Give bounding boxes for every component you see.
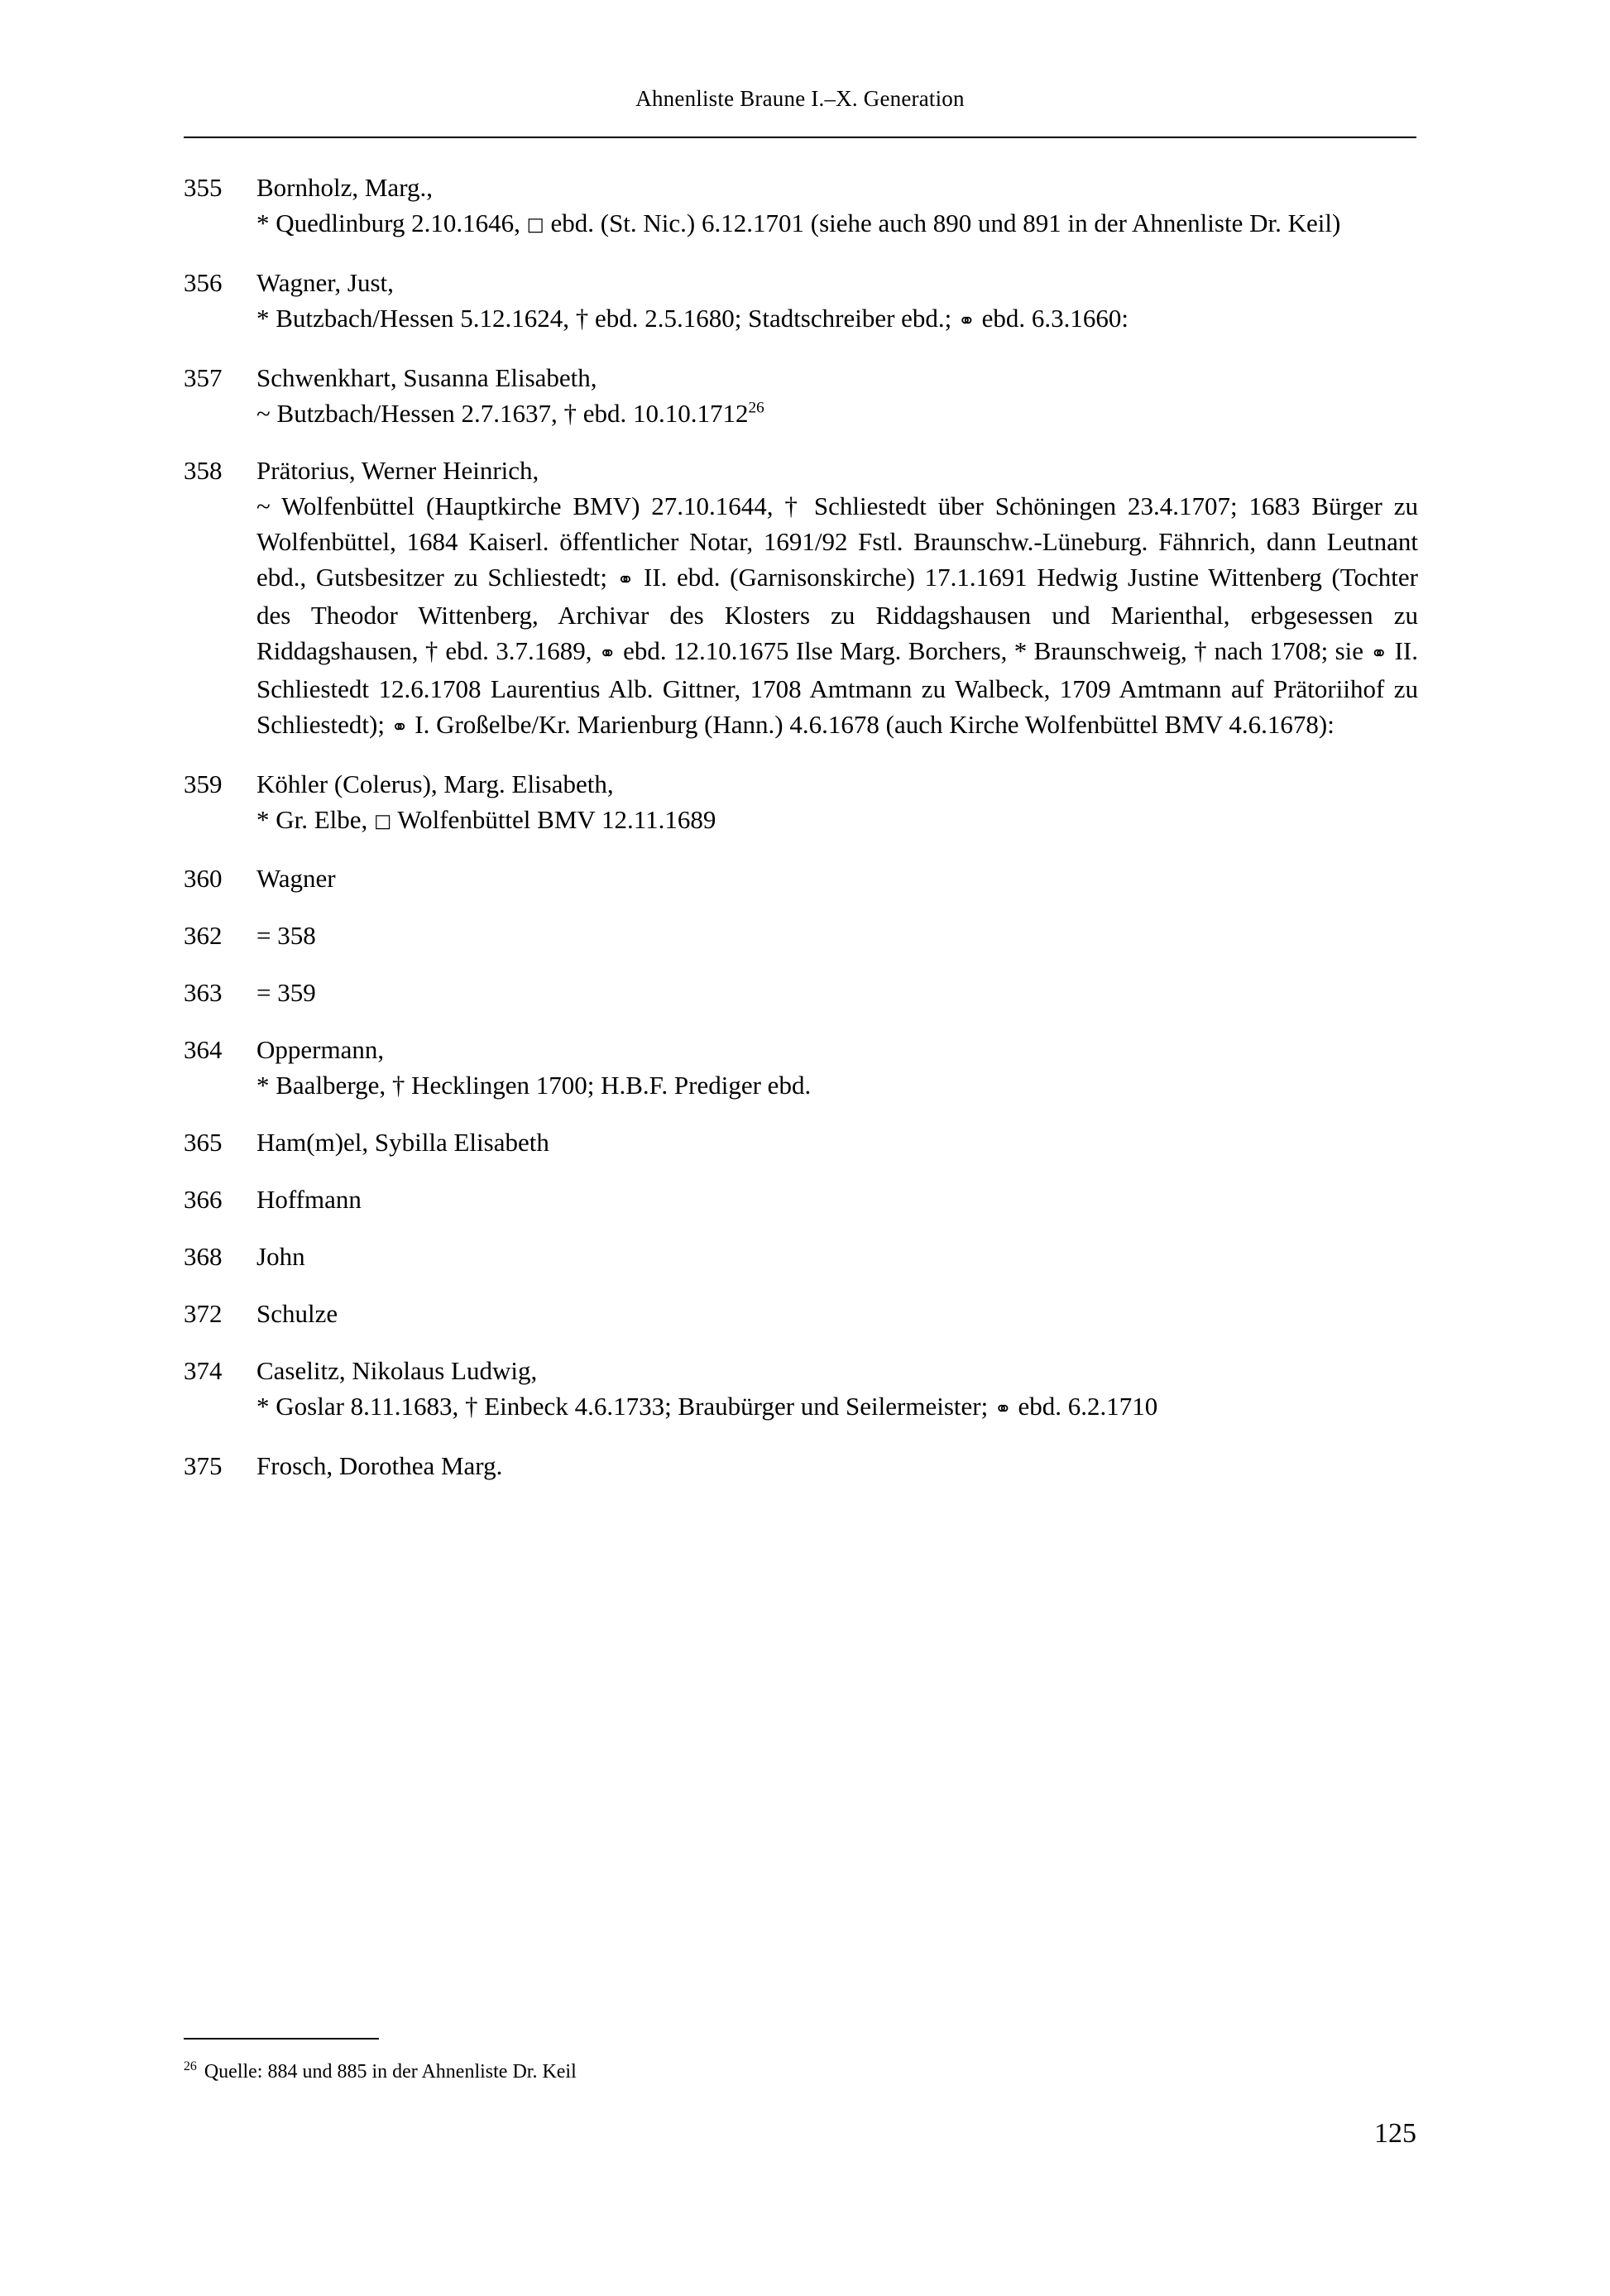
entry-name: Schwenkhart, Susanna Elisabeth, — [256, 362, 597, 392]
entry-name: = 359 — [256, 978, 316, 1008]
entry-body — [256, 360, 1418, 431]
footnote-marker: 26 — [184, 2059, 197, 2073]
entry-name: Schulze — [256, 1299, 338, 1329]
footnote — [184, 2058, 1416, 2086]
entry-name: Frosch, Dorothea Marg. — [256, 1451, 503, 1481]
entry-detail-text: * Gr. Elbe, □ Wolfenbüttel BMV 12.11.1689 — [256, 804, 716, 834]
entry-355 — [184, 170, 1418, 243]
burial-symbol: □ — [526, 213, 544, 236]
entry-366 — [184, 1182, 1418, 1217]
entry-name: Hoffmann — [256, 1185, 362, 1215]
marriage-symbol: ⚭ — [598, 640, 616, 665]
entry-number: 362 — [184, 921, 223, 951]
entry-detail — [256, 488, 1418, 745]
entry-name: Wagner, Just, — [256, 267, 394, 297]
entry-body — [256, 766, 1418, 840]
entry-detail — [256, 1388, 1418, 1426]
entry-number: 365 — [184, 1128, 223, 1158]
entry-body — [256, 860, 1418, 896]
footnote-rule — [184, 2038, 379, 2040]
entry-detail-text: ~ Wolfenbüttel (Hauptkirche BMV) 27.10.1644, † Schliestedt über Schöningen 23.4.1707; 1683 Bürger zu Wolfenbüttel, 1684 Kaiserl. öffentlicher Notar, 1691/92 Fstl. Braunschw.-Lüneburg. Fähnrich, dann Leutnant ebd., Gutsbesitzer zu Schliestedt; ⚭ II. ebd. (Garnisonskirche) 17.1.1691 Hedwig Justine Wittenberg (Tochter des Theodor Wittenberg, Archivar des Klosters zu Riddagshausen und Marienthal, erbgesessen zu Riddagshausen, † ebd. 3.7.1689, ⚭ ebd. 12.10.1675 Ilse Marg. Borchers, * Braunschweig, † nach 1708; sie ⚭ II. Schliestedt 12.6.1708 Laurentius Alb. Gittner, 1708 Amtmann zu Walbeck, 1709 Amtmann auf Prätoriihof zu Schliestedt); ⚭ I. Großelbe/Kr. Marienburg (Hann.) 4.6.1678 (auch Kirche Wolfenbüttel BMV 4.6.1678): — [256, 491, 1418, 739]
entry-body — [256, 265, 1418, 338]
entry-number: 372 — [184, 1299, 223, 1329]
entry-name: = 358 — [256, 921, 316, 951]
entry-number: 356 — [184, 267, 223, 297]
entry-name: Oppermann, — [256, 1035, 385, 1065]
entry-detail-text: ~ Butzbach/Hessen 2.7.1637, † ebd. 10.10.1712 — [256, 398, 749, 428]
marriage-symbol: ⚭ — [994, 1397, 1012, 1421]
entry-number: 358 — [184, 455, 223, 485]
entry-374 — [184, 1353, 1418, 1426]
footnote-reference: 26 — [748, 399, 764, 417]
entry-detail-text: * Goslar 8.11.1683, † Einbeck 4.6.1733; Braubürger und Seilermeister; ⚭ ebd. 6.2.1710 — [256, 1392, 1158, 1421]
marriage-symbol: ⚭ — [391, 714, 409, 739]
entry-body — [256, 1448, 1418, 1484]
entry-number: 359 — [184, 769, 223, 798]
entry-375 — [184, 1448, 1418, 1484]
marriage-symbol: ⚭ — [616, 567, 635, 592]
entry-body — [256, 1032, 1418, 1103]
entry-number: 374 — [184, 1356, 223, 1386]
entry-number: 363 — [184, 978, 223, 1008]
entry-362 — [184, 918, 1418, 953]
entry-357 — [184, 360, 1418, 431]
entry-number: 368 — [184, 1242, 223, 1272]
entry-body — [256, 170, 1418, 243]
entry-number: 360 — [184, 864, 223, 894]
header-rule — [184, 137, 1416, 138]
marriage-symbol: ⚭ — [958, 308, 975, 333]
entry-body — [256, 1124, 1418, 1160]
entry-body — [256, 1353, 1418, 1426]
entry-list — [184, 170, 1418, 1484]
entry-name: John — [256, 1242, 305, 1272]
burial-symbol: □ — [374, 810, 392, 832]
entry-detail-text: * Baalberge, † Hecklingen 1700; H.B.F. Prediger ebd. — [256, 1071, 812, 1100]
entry-name: Köhler (Colerus), Marg. Elisabeth, — [256, 769, 614, 798]
entry-body — [256, 453, 1418, 745]
entry-358 — [184, 453, 1418, 745]
entry-364 — [184, 1032, 1418, 1103]
entry-body — [256, 1182, 1418, 1217]
entry-number: 355 — [184, 173, 223, 202]
entry-363 — [184, 975, 1418, 1010]
entry-360 — [184, 860, 1418, 896]
marriage-symbol: ⚭ — [1370, 640, 1388, 665]
entry-number: 366 — [184, 1185, 223, 1215]
entry-detail — [256, 205, 1418, 243]
entry-body — [256, 1239, 1418, 1274]
entry-body — [256, 975, 1418, 1010]
entry-detail — [256, 802, 1418, 840]
entry-name: Wagner — [256, 864, 336, 894]
entry-detail — [256, 1067, 1418, 1103]
entry-detail-text: * Quedlinburg 2.10.1646, □ ebd. (St. Nic.) 6.12.1701 (siehe auch 890 und 891 in der Ahnenliste Dr. Keil) — [256, 209, 1341, 237]
entry-368 — [184, 1239, 1418, 1274]
entry-detail-text: * Butzbach/Hessen 5.12.1624, † ebd. 2.5.1680; Stadtschreiber ebd.; ⚭ ebd. 6.3.1660: — [256, 303, 1128, 333]
entry-number: 375 — [184, 1451, 223, 1481]
footnote-text: Quelle: 884 und 885 in der Ahnenliste Dr. Keil — [204, 2061, 577, 2083]
entry-body — [256, 1296, 1418, 1331]
page-number: 125 — [1374, 2118, 1416, 2149]
entry-number: 357 — [184, 362, 223, 392]
entry-name: Prätorius, Werner Heinrich, — [256, 455, 539, 485]
entry-name: Caselitz, Nikolaus Ludwig, — [256, 1356, 538, 1386]
entry-name: Bornholz, Marg., — [256, 173, 433, 202]
entry-359 — [184, 766, 1418, 840]
entry-372 — [184, 1296, 1418, 1331]
entry-name: Ham(m)el, Sybilla Elisabeth — [256, 1128, 549, 1158]
entry-number: 364 — [184, 1035, 223, 1065]
entry-body — [256, 918, 1418, 953]
entry-356 — [184, 265, 1418, 338]
entry-detail — [256, 300, 1418, 338]
running-head: Ahnenliste Braune I.–X. Generation — [635, 86, 965, 111]
entry-365 — [184, 1124, 1418, 1160]
entry-detail — [256, 395, 1418, 431]
